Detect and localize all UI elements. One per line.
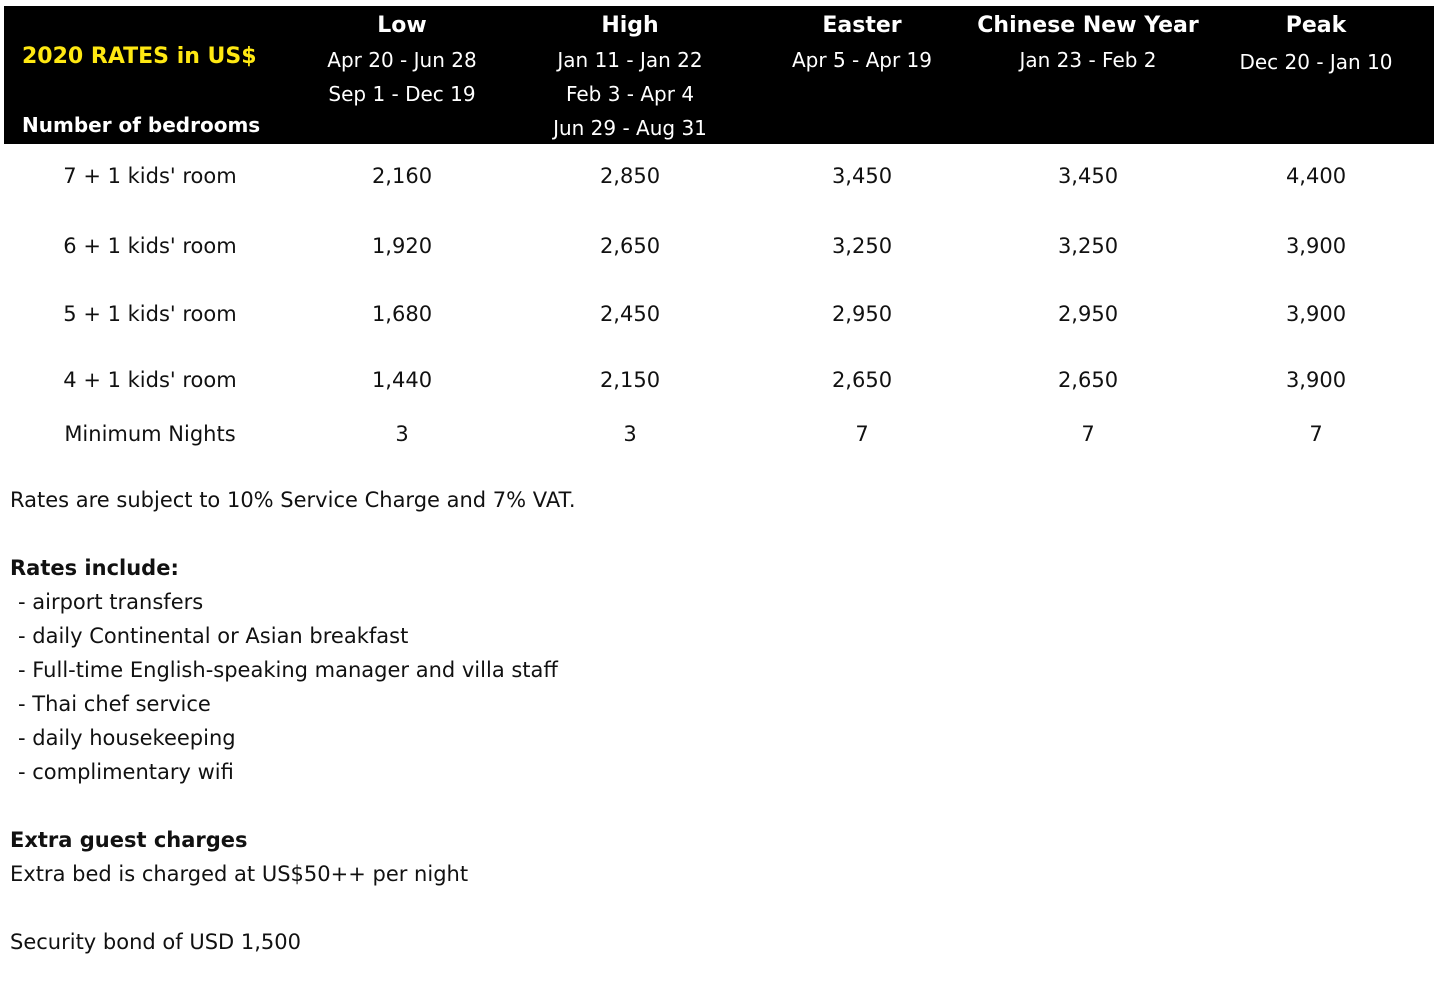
includes-item: - airport transfers — [18, 590, 204, 614]
bedrooms-column-label: Number of bedrooms — [22, 113, 261, 137]
season-name: High — [601, 13, 659, 38]
rate-cell-low: 1,920 — [371, 234, 433, 258]
min-nights-high: 3 — [623, 422, 637, 446]
rate-cell-chinese-new-year: 2,950 — [1057, 302, 1119, 326]
season-date: Jan 23 - Feb 2 — [1019, 48, 1157, 72]
table-row — [0, 297, 1436, 331]
minimum-nights-label: Minimum Nights — [64, 422, 236, 446]
rate-cell-peak: 4,400 — [1285, 164, 1347, 188]
rate-cell-low: 2,160 — [371, 164, 433, 188]
min-nights-low: 3 — [395, 422, 409, 446]
season-header-high — [530, 9, 730, 145]
season-date: Jan 11 - Jan 22 — [557, 48, 703, 72]
includes-title: Rates include: — [10, 556, 179, 580]
rate-cell-high: 2,850 — [599, 164, 661, 188]
table-row — [0, 159, 1436, 193]
includes-item: - Thai chef service — [18, 692, 211, 716]
season-header-peak — [1216, 9, 1416, 81]
season-date: Apr 5 - Apr 19 — [791, 48, 933, 72]
season-name: Chinese New Year — [977, 13, 1199, 38]
extra-bed-note: Extra bed is charged at US$50++ per night — [10, 862, 469, 886]
season-date: Dec 20 - Jan 10 — [1239, 50, 1393, 74]
rate-cell-chinese-new-year: 3,250 — [1057, 234, 1119, 258]
rates-title: 2020 RATES in US$ — [22, 44, 257, 69]
tax-note: Rates are subject to 10% Service Charge and 7% VAT. — [10, 488, 576, 512]
season-name: Low — [377, 13, 427, 38]
includes-item: - Full-time English-speaking manager and villa staff — [18, 658, 558, 682]
season-header-chinese-new-year — [970, 9, 1206, 77]
bedrooms-cell: 7 + 1 kids' room — [63, 164, 237, 188]
rate-cell-low: 1,440 — [371, 368, 433, 392]
table-row — [0, 363, 1436, 397]
rate-cell-peak: 3,900 — [1285, 234, 1347, 258]
min-nights-peak: 7 — [1309, 422, 1323, 446]
rate-cell-high: 2,650 — [599, 234, 661, 258]
rate-cell-easter: 3,450 — [831, 164, 893, 188]
rate-cell-high: 2,450 — [599, 302, 661, 326]
table-row-minimum-nights — [0, 417, 1436, 451]
rate-cell-peak: 3,900 — [1285, 368, 1347, 392]
season-date: Feb 3 - Apr 4 — [565, 82, 695, 106]
rate-cell-peak: 3,900 — [1285, 302, 1347, 326]
spacer — [10, 891, 1110, 925]
rate-cell-easter: 3,250 — [831, 234, 893, 258]
extra-guest-title: Extra guest charges — [10, 828, 248, 852]
rate-cell-high: 2,150 — [599, 368, 661, 392]
season-date: Sep 1 - Dec 19 — [328, 82, 476, 106]
season-name: Easter — [822, 13, 902, 38]
includes-item: - daily housekeeping — [18, 726, 236, 750]
rate-notes — [10, 483, 1110, 959]
min-nights-easter: 7 — [855, 422, 869, 446]
spacer — [10, 517, 1110, 551]
min-nights-chinese-new-year: 7 — [1081, 422, 1095, 446]
season-header-easter — [762, 9, 962, 77]
security-bond-note: Security bond of USD 1,500 — [10, 930, 301, 954]
rate-cell-low: 1,680 — [371, 302, 433, 326]
season-name: Peak — [1285, 13, 1347, 38]
rate-cell-easter: 2,950 — [831, 302, 893, 326]
rate-cell-easter: 2,650 — [831, 368, 893, 392]
bedrooms-cell: 5 + 1 kids' room — [63, 302, 237, 326]
rate-cell-chinese-new-year: 3,450 — [1057, 164, 1119, 188]
rate-cell-chinese-new-year: 2,650 — [1057, 368, 1119, 392]
season-date: Jun 29 - Aug 31 — [553, 116, 707, 140]
season-header-low — [302, 9, 502, 111]
bedrooms-cell: 6 + 1 kids' room — [63, 234, 237, 258]
table-row — [0, 229, 1436, 263]
includes-item: - daily Continental or Asian breakfast — [18, 624, 409, 648]
includes-item: - complimentary wifi — [18, 760, 234, 784]
season-date: Apr 20 - Jun 28 — [327, 48, 477, 72]
spacer — [10, 789, 1110, 823]
bedrooms-cell: 4 + 1 kids' room — [63, 368, 237, 392]
